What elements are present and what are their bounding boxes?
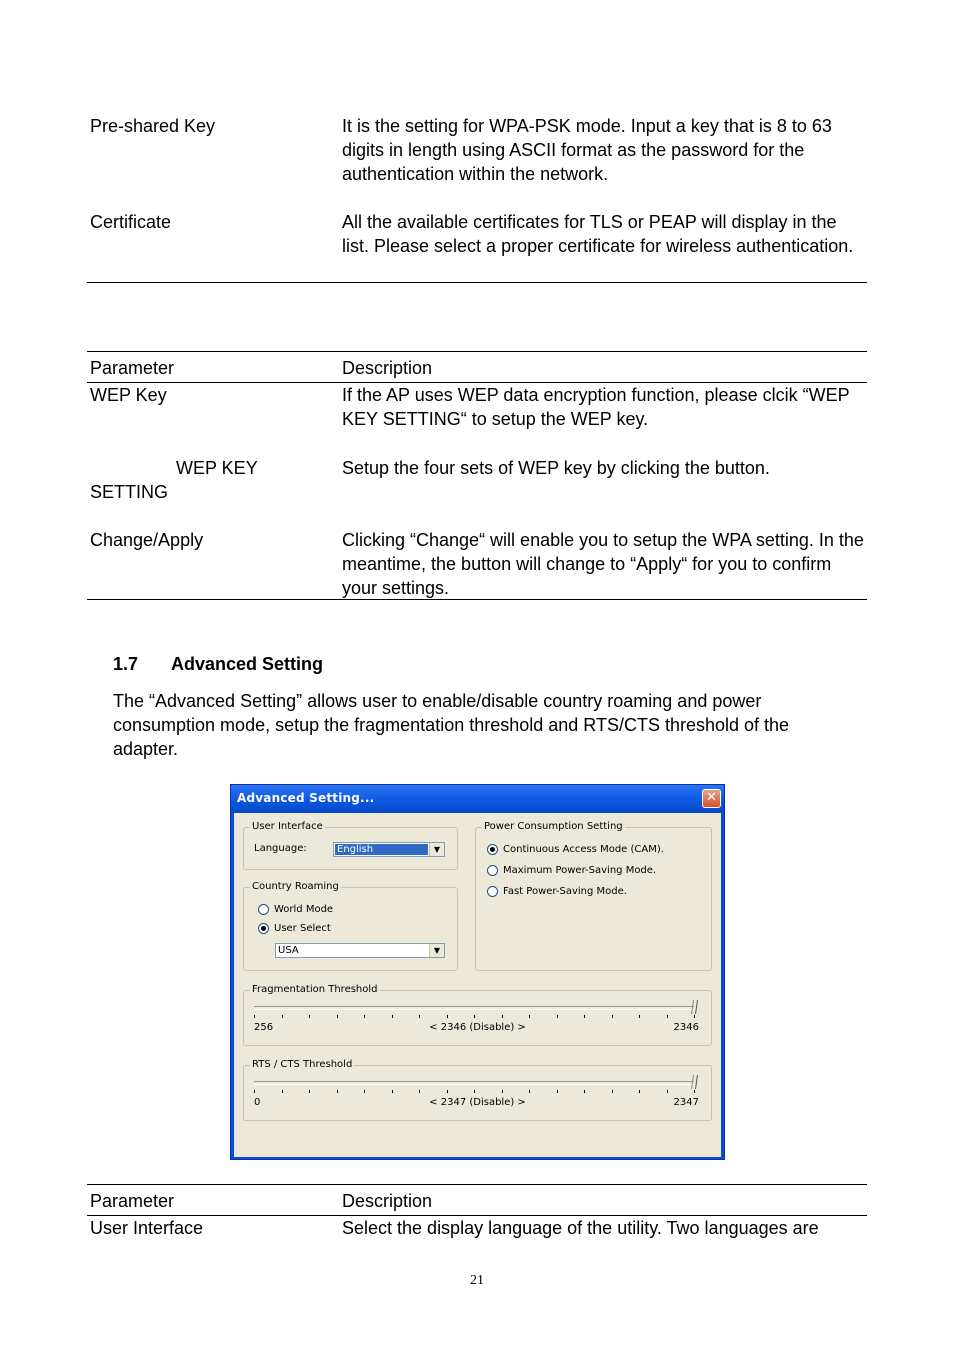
table2-header-parameter: Parameter xyxy=(90,358,175,378)
param-wep-key: WEP Key xyxy=(90,385,167,405)
power-consumption-group xyxy=(475,821,712,971)
fast-power-saving-radio[interactable] xyxy=(487,886,498,897)
table3-header-parameter: Parameter xyxy=(90,1191,175,1211)
slider-tick xyxy=(474,1015,475,1018)
dialog-body xyxy=(234,813,721,1157)
fragmentation-slider-thumb[interactable] xyxy=(691,1000,698,1014)
slider-tick xyxy=(364,1090,365,1093)
close-icon[interactable]: ✕ xyxy=(702,789,721,808)
slider-tick xyxy=(612,1090,613,1093)
slider-tick xyxy=(364,1015,365,1018)
slider-tick xyxy=(529,1090,530,1093)
slider-tick xyxy=(694,1015,695,1018)
country-select[interactable] xyxy=(275,943,445,958)
table1-bottom-rule xyxy=(87,282,867,283)
rts-min: 0 xyxy=(254,1097,261,1108)
user-select-radio[interactable] xyxy=(258,923,269,934)
slider-tick xyxy=(639,1090,640,1093)
table2-bottom-rule xyxy=(87,599,867,600)
slider-tick xyxy=(502,1015,503,1018)
fragmentation-max: 2346 xyxy=(673,1022,699,1033)
table3-header-description: Description xyxy=(342,1191,433,1211)
slider-tick xyxy=(337,1015,338,1018)
world-mode-radio[interactable] xyxy=(258,904,269,915)
section-number: 1.7 xyxy=(113,654,139,674)
dialog-title: Advanced Setting... xyxy=(237,791,375,805)
slider-tick xyxy=(309,1015,310,1018)
fragmentation-threshold-legend: Fragmentation Threshold xyxy=(252,984,378,995)
language-value: English xyxy=(335,844,428,855)
slider-tick xyxy=(502,1090,503,1093)
page-number: 21 xyxy=(470,1273,484,1288)
fragmentation-current: < 2346 (Disable) > xyxy=(429,1022,526,1033)
table2-header-description: Description xyxy=(342,358,433,378)
slider-tick xyxy=(584,1090,585,1093)
table2-top-rule xyxy=(87,351,867,352)
fast-power-saving-label: Fast Power-Saving Mode. xyxy=(503,886,627,897)
slider-tick xyxy=(337,1090,338,1093)
section-intro: The “Advanced Setting” allows user to enable/disable country roaming and power consumption mode, setup the fragmentation threshold and RTS/CTS threshold of the adapter. xyxy=(113,691,790,759)
slider-tick xyxy=(392,1090,393,1093)
slider-tick xyxy=(694,1090,695,1093)
slider-tick xyxy=(667,1015,668,1018)
param-certificate: Certificate xyxy=(90,212,172,232)
table3-top-rule xyxy=(87,1184,867,1185)
param-wep-key-setting-line1: WEP KEY xyxy=(176,458,258,478)
user-interface-group xyxy=(243,821,458,870)
slider-tick xyxy=(557,1090,558,1093)
slider-tick xyxy=(529,1015,530,1018)
slider-tick xyxy=(474,1090,475,1093)
slider-tick xyxy=(392,1015,393,1018)
country-roaming-legend: Country Roaming xyxy=(252,881,339,892)
advanced-setting-dialog xyxy=(230,784,725,1160)
slider-tick xyxy=(282,1015,283,1018)
slider-tick xyxy=(612,1015,613,1018)
rts-max: 2347 xyxy=(673,1097,699,1108)
rts-slider-thumb[interactable] xyxy=(691,1075,698,1089)
desc-wep-key-setting: Setup the four sets of WEP key by clicking the button. xyxy=(342,458,770,478)
chevron-down-icon[interactable]: ▼ xyxy=(429,944,444,957)
fragmentation-threshold-group xyxy=(243,984,712,1046)
fragmentation-min: 256 xyxy=(254,1022,274,1033)
param-pre-shared-key: Pre-shared Key xyxy=(90,116,216,136)
slider-tick xyxy=(309,1090,310,1093)
max-power-saving-radio[interactable] xyxy=(487,865,498,876)
slider-tick xyxy=(667,1090,668,1093)
section-title: Advanced Setting xyxy=(171,654,324,674)
slider-tick xyxy=(254,1015,255,1018)
power-consumption-legend: Power Consumption Setting xyxy=(484,821,623,832)
desc-user-interface: Select the display language of the utility. Two languages are xyxy=(342,1218,819,1238)
rts-current: < 2347 (Disable) > xyxy=(429,1097,526,1108)
slider-tick xyxy=(584,1015,585,1018)
param-change-apply: Change/Apply xyxy=(90,530,204,550)
desc-pre-shared-key: It is the setting for WPA-PSK mode. Input a key that is 8 to 63 digits in length using ASCII format as the password for the authentication within the network. xyxy=(342,116,832,184)
language-label: Language: xyxy=(254,843,307,854)
country-value: USA xyxy=(278,945,299,956)
slider-tick xyxy=(254,1090,255,1093)
slider-tick xyxy=(419,1090,420,1093)
cam-radio[interactable] xyxy=(487,844,498,855)
cam-label: Continuous Access Mode (CAM). xyxy=(503,844,664,855)
desc-certificate: All the available certificates for TLS or PEAP will display in the list. Please select a proper certificate for wireless authentication. xyxy=(342,212,854,256)
slider-tick xyxy=(557,1015,558,1018)
dialog-title-bar[interactable] xyxy=(231,785,724,813)
desc-change-apply: Clicking “Change“ will enable you to setup the WPA setting. In the meantime, the button will change to “Apply“ for you to confirm your settings. xyxy=(342,530,864,598)
desc-wep-key: If the AP uses WEP data encryption function, please clcik “WEP KEY SETTING“ to setup the WEP key. xyxy=(342,385,850,429)
slider-tick xyxy=(419,1015,420,1018)
param-user-interface: User Interface xyxy=(90,1218,204,1238)
user-select-label: User Select xyxy=(274,923,331,934)
rts-slider-track[interactable] xyxy=(254,1081,694,1085)
language-select[interactable] xyxy=(333,842,445,857)
fragmentation-slider-track[interactable] xyxy=(254,1006,694,1010)
chevron-down-icon[interactable]: ▼ xyxy=(429,843,444,856)
param-wep-key-setting-line2: SETTING xyxy=(90,482,169,502)
slider-tick xyxy=(447,1015,448,1018)
slider-tick xyxy=(282,1090,283,1093)
user-interface-legend: User Interface xyxy=(252,821,323,832)
world-mode-label: World Mode xyxy=(274,904,334,915)
rts-cts-threshold-group xyxy=(243,1059,712,1121)
slider-tick xyxy=(447,1090,448,1093)
max-power-saving-label: Maximum Power-Saving Mode. xyxy=(503,865,657,876)
rts-cts-threshold-legend: RTS / CTS Threshold xyxy=(252,1059,353,1070)
slider-tick xyxy=(639,1015,640,1018)
country-roaming-group xyxy=(243,881,458,971)
